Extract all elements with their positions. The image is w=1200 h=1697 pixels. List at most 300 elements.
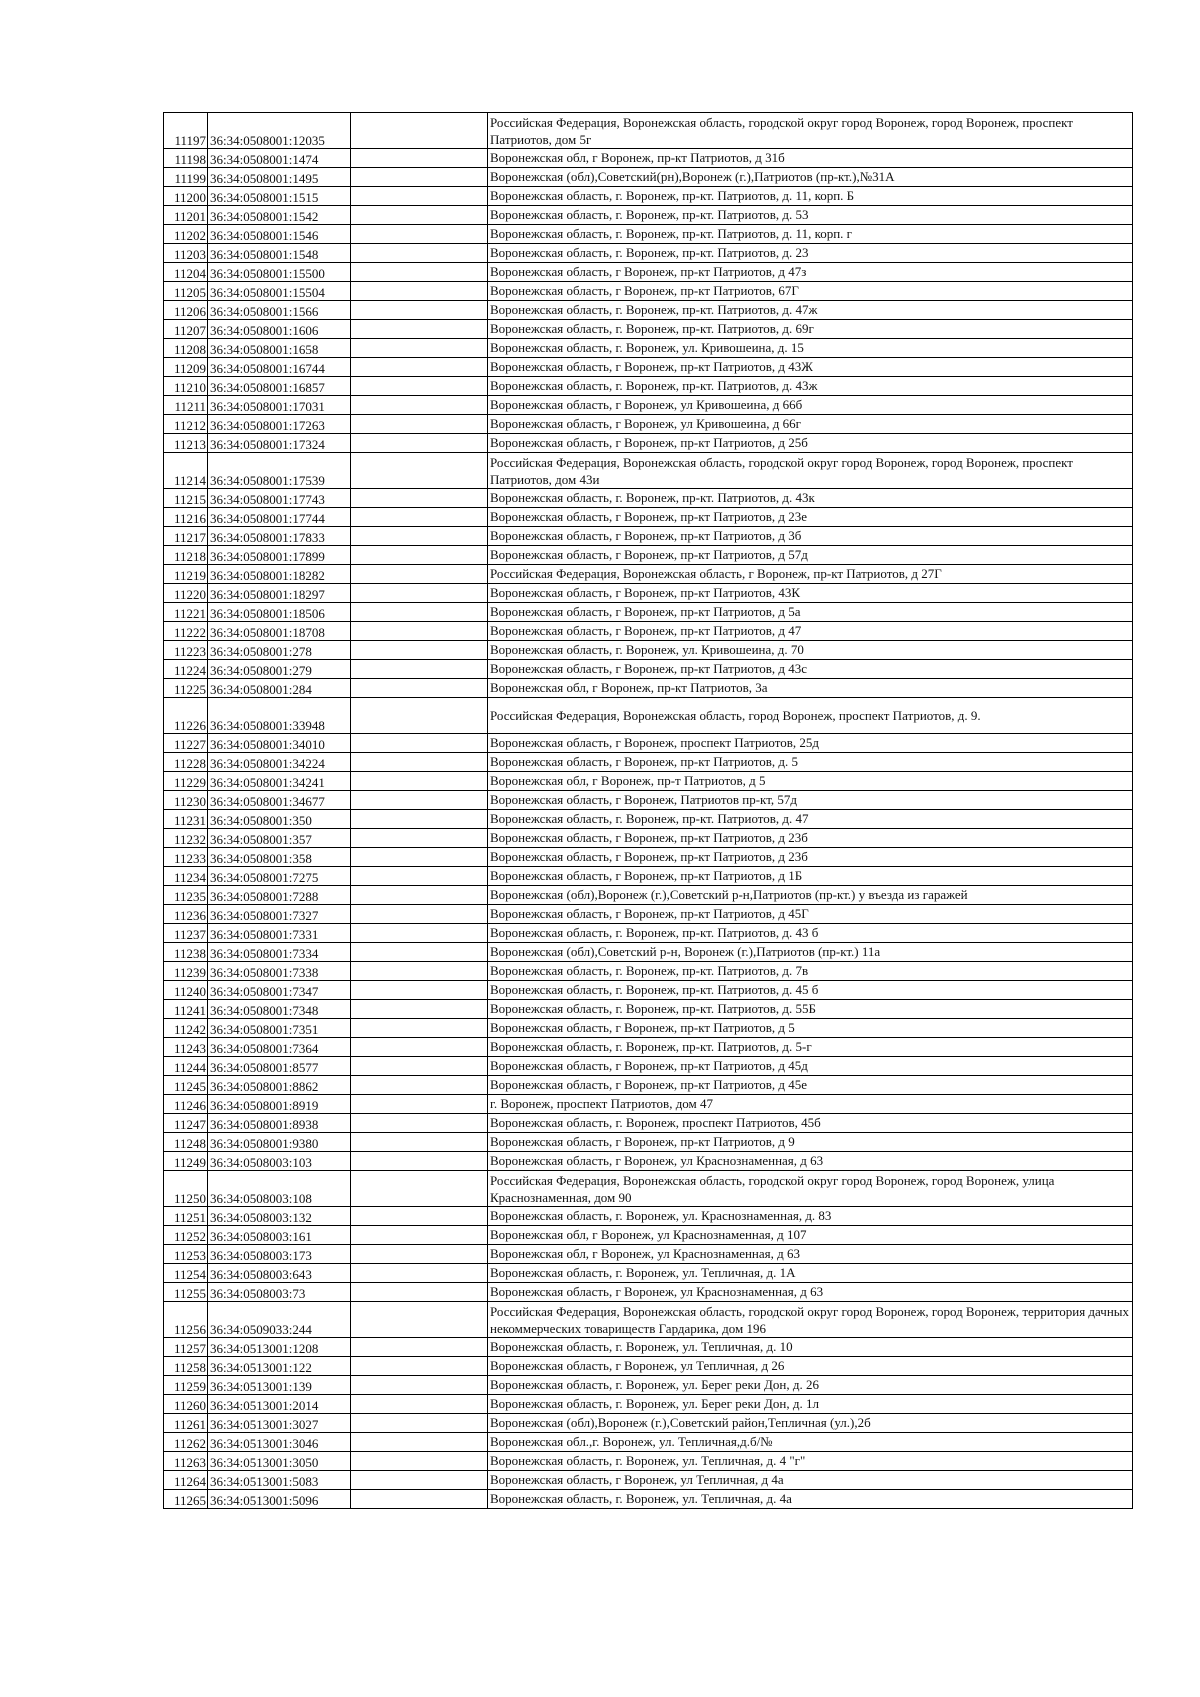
table-row — [164, 149, 1133, 168]
address: Воронежская область, г. Воронеж, ул. Берег реки Дон, д. 26 — [488, 1376, 1133, 1395]
row-number: 11252 — [164, 1226, 208, 1245]
empty-cell — [351, 168, 488, 187]
cadastral-number: 36:34:0513001:3050 — [208, 1452, 351, 1471]
table-row — [164, 1000, 1133, 1019]
row-number: 11260 — [164, 1395, 208, 1414]
table-row — [164, 1264, 1133, 1283]
empty-cell — [351, 924, 488, 943]
empty-cell — [351, 263, 488, 282]
cadastral-number: 36:34:0508003:643 — [208, 1264, 351, 1283]
row-number: 11242 — [164, 1019, 208, 1038]
empty-cell — [351, 622, 488, 641]
table-row — [164, 1357, 1133, 1376]
table-row — [164, 867, 1133, 886]
cadastral-number: 36:34:0508001:17539 — [208, 453, 351, 489]
address: Воронежская область, г Воронеж, пр-кт Патриотов, д 45д — [488, 1057, 1133, 1076]
table-row — [164, 791, 1133, 810]
row-number: 11248 — [164, 1133, 208, 1152]
table-row — [164, 358, 1133, 377]
row-number: 11216 — [164, 508, 208, 527]
cadastral-number: 36:34:0508001:7348 — [208, 1000, 351, 1019]
table-row — [164, 546, 1133, 565]
cadastral-number: 36:34:0508001:1546 — [208, 225, 351, 244]
cadastral-number: 36:34:0508001:12035 — [208, 113, 351, 149]
empty-cell — [351, 886, 488, 905]
empty-cell — [351, 415, 488, 434]
address: Российская Федерация, Воронежская область, город Воронеж, проспект Патриотов, д. 9. — [488, 698, 1133, 734]
table-row — [164, 1057, 1133, 1076]
empty-cell — [351, 225, 488, 244]
empty-cell — [351, 1283, 488, 1302]
row-number: 11212 — [164, 415, 208, 434]
address: Воронежская область, г Воронеж, пр-кт Патриотов, 67Г — [488, 282, 1133, 301]
address: Воронежская область, г. Воронеж, пр-кт. Патриотов, д. 47ж — [488, 301, 1133, 320]
address: Воронежская область, г Воронеж, пр-кт Патриотов, д. 5 — [488, 753, 1133, 772]
cadastral-number: 36:34:0508001:34010 — [208, 734, 351, 753]
empty-cell — [351, 1452, 488, 1471]
address: Воронежская область, г Воронеж, пр-кт Патриотов, д 43с — [488, 660, 1133, 679]
row-number: 11215 — [164, 489, 208, 508]
cadastral-number: 36:34:0508003:161 — [208, 1226, 351, 1245]
empty-cell — [351, 1490, 488, 1509]
cadastral-number: 36:34:0508001:8919 — [208, 1095, 351, 1114]
address: Воронежская область, г. Воронеж, ул. Берег реки Дон, д. 1л — [488, 1395, 1133, 1414]
table-row — [164, 924, 1133, 943]
row-number: 11231 — [164, 810, 208, 829]
address: Воронежская область, г Воронеж, пр-кт Патриотов, д 1Б — [488, 867, 1133, 886]
address: Воронежская область, г. Воронеж, пр-кт. Патриотов, д. 45 б — [488, 981, 1133, 1000]
address: Воронежская область, г Воронеж, пр-кт Патриотов, д 47з — [488, 263, 1133, 282]
address: Воронежская область, г. Воронеж, ул. Кривошеина, д. 70 — [488, 641, 1133, 660]
empty-cell — [351, 1376, 488, 1395]
cadastral-number: 36:34:0508003:103 — [208, 1152, 351, 1171]
cadastral-number: 36:34:0508001:17743 — [208, 489, 351, 508]
cadastral-number: 36:34:0508001:7331 — [208, 924, 351, 943]
table-row — [164, 1490, 1133, 1509]
table-row — [164, 339, 1133, 358]
table-row — [164, 679, 1133, 698]
row-number: 11257 — [164, 1338, 208, 1357]
cadastral-number: 36:34:0513001:3027 — [208, 1414, 351, 1433]
address: Воронежская область, г Воронеж, пр-кт Патриотов, д 23е — [488, 508, 1133, 527]
empty-cell — [351, 1171, 488, 1207]
table-row — [164, 1452, 1133, 1471]
table-row — [164, 753, 1133, 772]
address: Воронежская область, г Воронеж, пр-кт Патриотов, д 47 — [488, 622, 1133, 641]
row-number: 11230 — [164, 791, 208, 810]
empty-cell — [351, 603, 488, 622]
row-number: 11234 — [164, 867, 208, 886]
empty-cell — [351, 584, 488, 603]
address: Воронежская обл, г Воронеж, пр-кт Патриотов, д 31б — [488, 149, 1133, 168]
row-number: 11247 — [164, 1114, 208, 1133]
table-row — [164, 905, 1133, 924]
cadastral-number: 36:34:0513001:5096 — [208, 1490, 351, 1509]
empty-cell — [351, 282, 488, 301]
table-row — [164, 489, 1133, 508]
row-number: 11207 — [164, 320, 208, 339]
table-row — [164, 1471, 1133, 1490]
empty-cell — [351, 753, 488, 772]
table-row — [164, 886, 1133, 905]
address: Российская Федерация, Воронежская область, городской округ город Воронеж, город Воронеж, территория дачных некоммерческих товариществ Гардарика, дом 196 — [488, 1302, 1133, 1338]
address: Воронежская область, г. Воронеж, пр-кт. Патриотов, д. 47 — [488, 810, 1133, 829]
address: Воронежская область, г Воронеж, пр-кт Патриотов, д 3б — [488, 527, 1133, 546]
row-number: 11204 — [164, 263, 208, 282]
empty-cell — [351, 565, 488, 584]
row-number: 11245 — [164, 1076, 208, 1095]
cadastral-number: 36:34:0513001:5083 — [208, 1471, 351, 1490]
cadastral-number: 36:34:0508001:18297 — [208, 584, 351, 603]
cadastral-number: 36:34:0508001:17833 — [208, 527, 351, 546]
empty-cell — [351, 396, 488, 415]
table-row — [164, 225, 1133, 244]
table-row — [164, 641, 1133, 660]
cadastral-number: 36:34:0508003:132 — [208, 1207, 351, 1226]
cadastral-number: 36:34:0508001:1495 — [208, 168, 351, 187]
table-row — [164, 282, 1133, 301]
cadastral-number: 36:34:0508001:7351 — [208, 1019, 351, 1038]
row-number: 11238 — [164, 943, 208, 962]
row-number: 11241 — [164, 1000, 208, 1019]
cadastral-number: 36:34:0508001:16857 — [208, 377, 351, 396]
empty-cell — [351, 829, 488, 848]
address: Воронежская обл, г Воронеж, пр-кт Патриотов, 3а — [488, 679, 1133, 698]
table-row — [164, 584, 1133, 603]
table-row — [164, 320, 1133, 339]
empty-cell — [351, 206, 488, 225]
address: Воронежская область, г Воронеж, пр-кт Патриотов, д 45е — [488, 1076, 1133, 1095]
empty-cell — [351, 1338, 488, 1357]
table-row — [164, 603, 1133, 622]
table-row — [164, 962, 1133, 981]
cadastral-registry-table — [163, 112, 1133, 1509]
address: Воронежская область, г Воронеж, ул Краснознаменная, д 63 — [488, 1152, 1133, 1171]
row-number: 11198 — [164, 149, 208, 168]
cadastral-number: 36:34:0508001:279 — [208, 660, 351, 679]
row-number: 11209 — [164, 358, 208, 377]
empty-cell — [351, 943, 488, 962]
address: Воронежская область, г. Воронеж, ул. Тепличная, д. 1А — [488, 1264, 1133, 1283]
address: Воронежская область, г Воронеж, проспект Патриотов, 25д — [488, 734, 1133, 753]
empty-cell — [351, 679, 488, 698]
table-row — [164, 1283, 1133, 1302]
cadastral-number: 36:34:0508001:33948 — [208, 698, 351, 734]
table-row — [164, 396, 1133, 415]
table-row — [164, 1376, 1133, 1395]
address: Воронежская область, г. Воронеж, ул. Тепличная, д. 4 "г" — [488, 1452, 1133, 1471]
table-row — [164, 981, 1133, 1000]
address: Воронежская область, г. Воронеж, ул. Тепличная, д. 10 — [488, 1338, 1133, 1357]
row-number: 11220 — [164, 584, 208, 603]
row-number: 11226 — [164, 698, 208, 734]
address: Воронежская (обл),Советский(рн),Воронеж (г.),Патриотов (пр-кт.),№31А — [488, 168, 1133, 187]
empty-cell — [351, 149, 488, 168]
cadastral-number: 36:34:0508001:15500 — [208, 263, 351, 282]
table-row — [164, 113, 1133, 149]
address: Воронежская область, г Воронеж, пр-кт Патриотов, д 23б — [488, 829, 1133, 848]
address: Воронежская обл, г Воронеж, ул Краснознаменная, д 107 — [488, 1226, 1133, 1245]
empty-cell — [351, 1057, 488, 1076]
cadastral-number: 36:34:0508001:1515 — [208, 187, 351, 206]
empty-cell — [351, 1395, 488, 1414]
cadastral-number: 36:34:0508001:34224 — [208, 753, 351, 772]
address: Воронежская область, г Воронеж, ул Тепличная, д 4а — [488, 1471, 1133, 1490]
address: Воронежская область, г. Воронеж, пр-кт. Патриотов, д. 11, корп. г — [488, 225, 1133, 244]
address: г. Воронеж, проспект Патриотов, дом 47 — [488, 1095, 1133, 1114]
address: Воронежская область, г Воронеж, пр-кт Патриотов, 43К — [488, 584, 1133, 603]
empty-cell — [351, 1114, 488, 1133]
table-row — [164, 565, 1133, 584]
row-number: 11251 — [164, 1207, 208, 1226]
cadastral-number: 36:34:0513001:139 — [208, 1376, 351, 1395]
table-row — [164, 377, 1133, 396]
row-number: 11235 — [164, 886, 208, 905]
table-row — [164, 1245, 1133, 1264]
table-row — [164, 1152, 1133, 1171]
table-row — [164, 1076, 1133, 1095]
cadastral-number: 36:34:0513001:1208 — [208, 1338, 351, 1357]
table-row — [164, 698, 1133, 734]
row-number: 11233 — [164, 848, 208, 867]
row-number: 11254 — [164, 1264, 208, 1283]
address: Воронежская область, г. Воронеж, пр-кт. Патриотов, д. 43к — [488, 489, 1133, 508]
row-number: 11203 — [164, 244, 208, 263]
table-row — [164, 415, 1133, 434]
empty-cell — [351, 244, 488, 263]
address: Воронежская обл, г Воронеж, ул Краснознаменная, д 63 — [488, 1245, 1133, 1264]
table-row — [164, 1414, 1133, 1433]
row-number: 11225 — [164, 679, 208, 698]
address: Российская Федерация, Воронежская область, городской округ город Воронеж, город Воронеж, улица Краснознаменная, дом 90 — [488, 1171, 1133, 1207]
row-number: 11208 — [164, 339, 208, 358]
cadastral-number: 36:34:0508001:1548 — [208, 244, 351, 263]
empty-cell — [351, 453, 488, 489]
address: Воронежская область, г Воронеж, пр-кт Патриотов, д 5а — [488, 603, 1133, 622]
address: Воронежская (обл),Воронеж (г.),Советский р-н,Патриотов (пр-кт.) у въезда из гаражей — [488, 886, 1133, 905]
address: Воронежская обл.,г. Воронеж, ул. Тепличная,д.б/№ — [488, 1433, 1133, 1452]
table-row — [164, 187, 1133, 206]
address: Воронежская область, г Воронеж, пр-кт Патриотов, д 45Г — [488, 905, 1133, 924]
empty-cell — [351, 698, 488, 734]
cadastral-number: 36:34:0513001:3046 — [208, 1433, 351, 1452]
empty-cell — [351, 962, 488, 981]
empty-cell — [351, 848, 488, 867]
cadastral-number: 36:34:0508001:1474 — [208, 149, 351, 168]
table-row — [164, 772, 1133, 791]
address: Воронежская область, г Воронеж, пр-кт Патриотов, д 43Ж — [488, 358, 1133, 377]
empty-cell — [351, 527, 488, 546]
address: Воронежская область, г. Воронеж, пр-кт. Патриотов, д. 5-г — [488, 1038, 1133, 1057]
cadastral-number: 36:34:0508001:284 — [208, 679, 351, 698]
empty-cell — [351, 867, 488, 886]
table-row — [164, 943, 1133, 962]
row-number: 11239 — [164, 962, 208, 981]
address: Воронежская область, г. Воронеж, ул. Краснознаменная, д. 83 — [488, 1207, 1133, 1226]
empty-cell — [351, 1038, 488, 1057]
row-number: 11201 — [164, 206, 208, 225]
cadastral-number: 36:34:0508001:7288 — [208, 886, 351, 905]
cadastral-number: 36:34:0508001:350 — [208, 810, 351, 829]
registry-body — [164, 113, 1133, 1509]
address: Воронежская область, г Воронеж, ул Краснознаменная, д 63 — [488, 1283, 1133, 1302]
address: Воронежская область, г. Воронеж, пр-кт. Патриотов, д. 7в — [488, 962, 1133, 981]
row-number: 11265 — [164, 1490, 208, 1509]
row-number: 11249 — [164, 1152, 208, 1171]
row-number: 11255 — [164, 1283, 208, 1302]
table-row — [164, 1302, 1133, 1338]
cadastral-number: 36:34:0508001:17263 — [208, 415, 351, 434]
cadastral-number: 36:34:0508001:1566 — [208, 301, 351, 320]
row-number: 11232 — [164, 829, 208, 848]
row-number: 11197 — [164, 113, 208, 149]
cadastral-number: 36:34:0508001:358 — [208, 848, 351, 867]
cadastral-number: 36:34:0508001:7338 — [208, 962, 351, 981]
row-number: 11202 — [164, 225, 208, 244]
cadastral-number: 36:34:0508001:34677 — [208, 791, 351, 810]
empty-cell — [351, 905, 488, 924]
table-row — [164, 168, 1133, 187]
address: Воронежская обл, г Воронеж, пр-т Патриотов, д 5 — [488, 772, 1133, 791]
empty-cell — [351, 772, 488, 791]
cadastral-number: 36:34:0508003:173 — [208, 1245, 351, 1264]
row-number: 11240 — [164, 981, 208, 1000]
cadastral-number: 36:34:0508001:18506 — [208, 603, 351, 622]
empty-cell — [351, 641, 488, 660]
empty-cell — [351, 320, 488, 339]
address: Воронежская (обл),Воронеж (г.),Советский район,Тепличная (ул.),2б — [488, 1414, 1133, 1433]
row-number: 11261 — [164, 1414, 208, 1433]
empty-cell — [351, 546, 488, 565]
cadastral-number: 36:34:0513001:122 — [208, 1357, 351, 1376]
cadastral-number: 36:34:0508001:7334 — [208, 943, 351, 962]
cadastral-number: 36:34:0508001:18708 — [208, 622, 351, 641]
address: Воронежская область, г Воронеж, пр-кт Патриотов, д 25б — [488, 434, 1133, 453]
table-row — [164, 206, 1133, 225]
empty-cell — [351, 1095, 488, 1114]
cadastral-number: 36:34:0508001:1658 — [208, 339, 351, 358]
cadastral-number: 36:34:0508001:8577 — [208, 1057, 351, 1076]
cadastral-number: 36:34:0508001:16744 — [208, 358, 351, 377]
empty-cell — [351, 660, 488, 679]
cadastral-number: 36:34:0508001:17899 — [208, 546, 351, 565]
table-row — [164, 453, 1133, 489]
cadastral-number: 36:34:0508001:9380 — [208, 1133, 351, 1152]
empty-cell — [351, 1226, 488, 1245]
row-number: 11219 — [164, 565, 208, 584]
empty-cell — [351, 1414, 488, 1433]
empty-cell — [351, 377, 488, 396]
empty-cell — [351, 339, 488, 358]
row-number: 11258 — [164, 1357, 208, 1376]
empty-cell — [351, 734, 488, 753]
empty-cell — [351, 1433, 488, 1452]
table-row — [164, 1114, 1133, 1133]
cadastral-number: 36:34:0509033:244 — [208, 1302, 351, 1338]
table-row — [164, 1019, 1133, 1038]
address: Российская Федерация, Воронежская область, г Воронеж, пр-кт Патриотов, д 27Г — [488, 565, 1133, 584]
empty-cell — [351, 508, 488, 527]
row-number: 11199 — [164, 168, 208, 187]
empty-cell — [351, 1019, 488, 1038]
table-row — [164, 1395, 1133, 1414]
address: Воронежская область, г. Воронеж, пр-кт. Патриотов, д. 11, корп. Б — [488, 187, 1133, 206]
row-number: 11223 — [164, 641, 208, 660]
row-number: 11243 — [164, 1038, 208, 1057]
row-number: 11210 — [164, 377, 208, 396]
address: Воронежская область, г. Воронеж, пр-кт. Патриотов, д. 69г — [488, 320, 1133, 339]
row-number: 11206 — [164, 301, 208, 320]
table-row — [164, 263, 1133, 282]
empty-cell — [351, 1357, 488, 1376]
cadastral-number: 36:34:0508001:7327 — [208, 905, 351, 924]
empty-cell — [351, 113, 488, 149]
table-row — [164, 527, 1133, 546]
address: Воронежская область, г. Воронеж, пр-кт. Патриотов, д. 43 б — [488, 924, 1133, 943]
empty-cell — [351, 301, 488, 320]
empty-cell — [351, 810, 488, 829]
empty-cell — [351, 791, 488, 810]
table-row — [164, 508, 1133, 527]
cadastral-number: 36:34:0508001:1542 — [208, 206, 351, 225]
cadastral-number: 36:34:0508001:17744 — [208, 508, 351, 527]
table-row — [164, 1338, 1133, 1357]
empty-cell — [351, 187, 488, 206]
empty-cell — [351, 1133, 488, 1152]
cadastral-number: 36:34:0508001:17031 — [208, 396, 351, 415]
table-row — [164, 1095, 1133, 1114]
address: Воронежская область, г. Воронеж, пр-кт. Патриотов, д. 23 — [488, 244, 1133, 263]
address: Воронежская область, г Воронеж, пр-кт Патриотов, д 23б — [488, 848, 1133, 867]
address: Воронежская область, г. Воронеж, ул. Кривошеина, д. 15 — [488, 339, 1133, 358]
empty-cell — [351, 1264, 488, 1283]
cadastral-number: 36:34:0508001:8938 — [208, 1114, 351, 1133]
row-number: 11228 — [164, 753, 208, 772]
cadastral-number: 36:34:0508001:15504 — [208, 282, 351, 301]
row-number: 11221 — [164, 603, 208, 622]
table-row — [164, 1226, 1133, 1245]
empty-cell — [351, 1152, 488, 1171]
empty-cell — [351, 434, 488, 453]
cadastral-number: 36:34:0513001:2014 — [208, 1395, 351, 1414]
table-row — [164, 734, 1133, 753]
table-row — [164, 434, 1133, 453]
address: Воронежская область, г. Воронеж, пр-кт. Патриотов, д. 55Б — [488, 1000, 1133, 1019]
cadastral-number: 36:34:0508001:278 — [208, 641, 351, 660]
address: Российская Федерация, Воронежская область, городской округ город Воронеж, город Воронеж, проспект Патриотов, дом 43и — [488, 453, 1133, 489]
address: Воронежская область, г Воронеж, пр-кт Патриотов, д 57д — [488, 546, 1133, 565]
empty-cell — [351, 1207, 488, 1226]
empty-cell — [351, 981, 488, 1000]
cadastral-number: 36:34:0508001:1606 — [208, 320, 351, 339]
address: Воронежская область, г Воронеж, пр-кт Патриотов, д 5 — [488, 1019, 1133, 1038]
empty-cell — [351, 1471, 488, 1490]
row-number: 11227 — [164, 734, 208, 753]
row-number: 11244 — [164, 1057, 208, 1076]
address: Воронежская область, г. Воронеж, пр-кт. Патриотов, д. 43ж — [488, 377, 1133, 396]
row-number: 11229 — [164, 772, 208, 791]
cadastral-number: 36:34:0508001:8862 — [208, 1076, 351, 1095]
address: Воронежская область, г Воронеж, Патриотов пр-кт, 57д — [488, 791, 1133, 810]
row-number: 11213 — [164, 434, 208, 453]
cadastral-number: 36:34:0508001:357 — [208, 829, 351, 848]
cadastral-number: 36:34:0508001:7347 — [208, 981, 351, 1000]
empty-cell — [351, 358, 488, 377]
address: Воронежская область, г Воронеж, ул Кривошеина, д 66г — [488, 415, 1133, 434]
address: Воронежская область, г Воронеж, ул Кривошеина, д 66б — [488, 396, 1133, 415]
row-number: 11263 — [164, 1452, 208, 1471]
empty-cell — [351, 1076, 488, 1095]
